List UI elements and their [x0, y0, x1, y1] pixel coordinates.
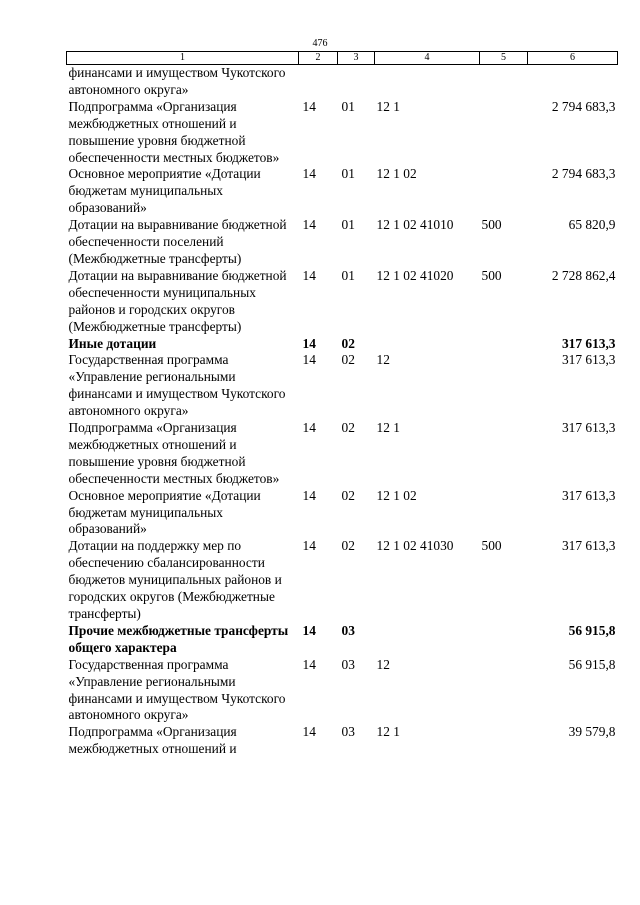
header-col-4: 4 [375, 52, 480, 65]
row-csr: 12 1 02 [376, 487, 417, 503]
row-razdel: 14 [302, 352, 316, 368]
row-podrazdel: 03 [341, 622, 355, 638]
row-vr: 500 [481, 217, 502, 233]
row-csr: 12 1 02 41010 [376, 217, 454, 233]
row-name: Прочие межбюджетные трансферты общего характера [68, 622, 289, 655]
row-razdel: 14 [302, 538, 316, 554]
row-razdel: 14 [302, 622, 316, 638]
row-csr: 12 1 02 41030 [376, 538, 454, 554]
row-podrazdel: 01 [341, 267, 355, 283]
row-vr [480, 724, 528, 758]
row-podrazdel: 02 [341, 335, 355, 351]
table-row [67, 65, 618, 99]
header-col-3: 3 [338, 52, 375, 65]
row-sum: 317 613,3 [561, 420, 616, 436]
row-sum: 2 794 683,3 [551, 98, 616, 114]
row-csr: 12 [376, 656, 390, 672]
row-csr: 12 1 02 [376, 166, 417, 182]
row-podrazdel: 01 [341, 217, 355, 233]
row-csr: 12 1 02 41020 [376, 267, 454, 283]
table-header [67, 52, 618, 65]
row-podrazdel: 02 [341, 487, 355, 503]
table-row [67, 166, 618, 217]
row-vr: 500 [481, 538, 502, 554]
row-vr [480, 488, 528, 539]
row-sum: 56 915,8 [568, 622, 616, 638]
row-name: Подпрограмма «Организация межбюджетных отношений и повышение уровня бюджетной обеспеченности местных бюджетов» [68, 98, 280, 165]
header-col-6: 6 [528, 52, 618, 65]
budget-table [66, 51, 618, 758]
row-razdel: 14 [302, 267, 316, 283]
row-csr [375, 65, 480, 99]
row-csr [375, 336, 480, 353]
table-body [67, 65, 618, 759]
row-sum: 317 613,3 [561, 538, 616, 554]
row-razdel [299, 65, 338, 99]
row-podrazdel: 02 [341, 420, 355, 436]
table-row [67, 352, 618, 420]
row-csr: 12 1 [376, 98, 400, 114]
row-vr [480, 336, 528, 353]
row-csr: 12 [376, 352, 390, 368]
row-podrazdel: 01 [341, 166, 355, 182]
row-razdel: 14 [302, 98, 316, 114]
row-name: Дотации на выравнивание бюджетной обеспеченности поселений (Межбюджетные трансферты) [68, 217, 287, 266]
row-name: Иные дотации [68, 335, 157, 351]
header-col-1: 1 [67, 52, 299, 65]
row-vr [480, 99, 528, 167]
row-sum: 39 579,8 [568, 724, 616, 740]
header-col-5: 5 [480, 52, 528, 65]
row-name: Основное мероприятие «Дотации бюджетам муниципальных образований» [68, 487, 261, 537]
table-row [67, 420, 618, 488]
table-row [67, 623, 618, 657]
row-sum: 56 915,8 [568, 656, 616, 672]
row-vr [480, 166, 528, 217]
header-col-2: 2 [299, 52, 338, 65]
row-name: Подпрограмма «Организация межбюджетных отношений и [68, 724, 237, 757]
row-csr [375, 623, 480, 657]
table-row [67, 336, 618, 353]
row-name: Государственная программа «Управление региональными финансами и имуществом Чукотского автономного округа» [68, 656, 286, 723]
row-sum: 317 613,3 [561, 487, 616, 503]
table-row [67, 724, 618, 758]
row-razdel: 14 [302, 724, 316, 740]
row-name: финансами и имуществом Чукотского автономного округа» [68, 65, 286, 97]
row-name: Государственная программа «Управление региональными финансами и имуществом Чукотского автономного округа» [68, 352, 286, 419]
row-vr [480, 623, 528, 657]
row-razdel: 14 [302, 335, 316, 351]
row-podrazdel: 03 [341, 656, 355, 672]
row-razdel: 14 [302, 166, 316, 182]
row-vr [480, 657, 528, 725]
row-razdel: 14 [302, 217, 316, 233]
row-vr: 500 [481, 267, 502, 283]
table-row [67, 488, 618, 539]
row-razdel: 14 [302, 487, 316, 503]
table-row [67, 99, 618, 167]
table-row [67, 538, 618, 623]
row-sum [528, 65, 618, 99]
row-csr: 12 1 [376, 420, 400, 436]
row-podrazdel: 01 [341, 98, 355, 114]
row-sum: 317 613,3 [561, 335, 616, 351]
row-sum: 317 613,3 [561, 352, 616, 368]
table-row [67, 217, 618, 268]
row-name: Дотации на выравнивание бюджетной обеспеченности муниципальных районов и городских округов (Межбюджетные трансферты) [68, 267, 287, 334]
row-razdel: 14 [302, 656, 316, 672]
page-number: 476 [312, 38, 328, 49]
row-name: Дотации на поддержку мер по обеспечению сбалансированности бюджетов муниципальных районов и городских округов (Межбюджетные трансферты) [68, 538, 282, 621]
row-sum: 2 728 862,4 [551, 267, 616, 283]
row-sum: 65 820,9 [568, 217, 616, 233]
row-sum: 2 794 683,3 [551, 166, 616, 182]
table-row [67, 268, 618, 336]
row-name: Подпрограмма «Организация межбюджетных отношений и повышение уровня бюджетной обеспеченности местных бюджетов» [68, 420, 280, 486]
row-vr [480, 65, 528, 99]
row-podrazdel: 02 [341, 538, 355, 554]
table-row [67, 657, 618, 725]
row-vr [480, 420, 528, 488]
row-razdel: 14 [302, 420, 316, 436]
row-vr [480, 352, 528, 420]
row-podrazdel [338, 65, 375, 99]
row-podrazdel: 03 [341, 724, 355, 740]
row-podrazdel: 02 [341, 352, 355, 368]
row-name: Основное мероприятие «Дотации бюджетам муниципальных образований» [68, 166, 261, 216]
row-csr: 12 1 [376, 724, 400, 740]
